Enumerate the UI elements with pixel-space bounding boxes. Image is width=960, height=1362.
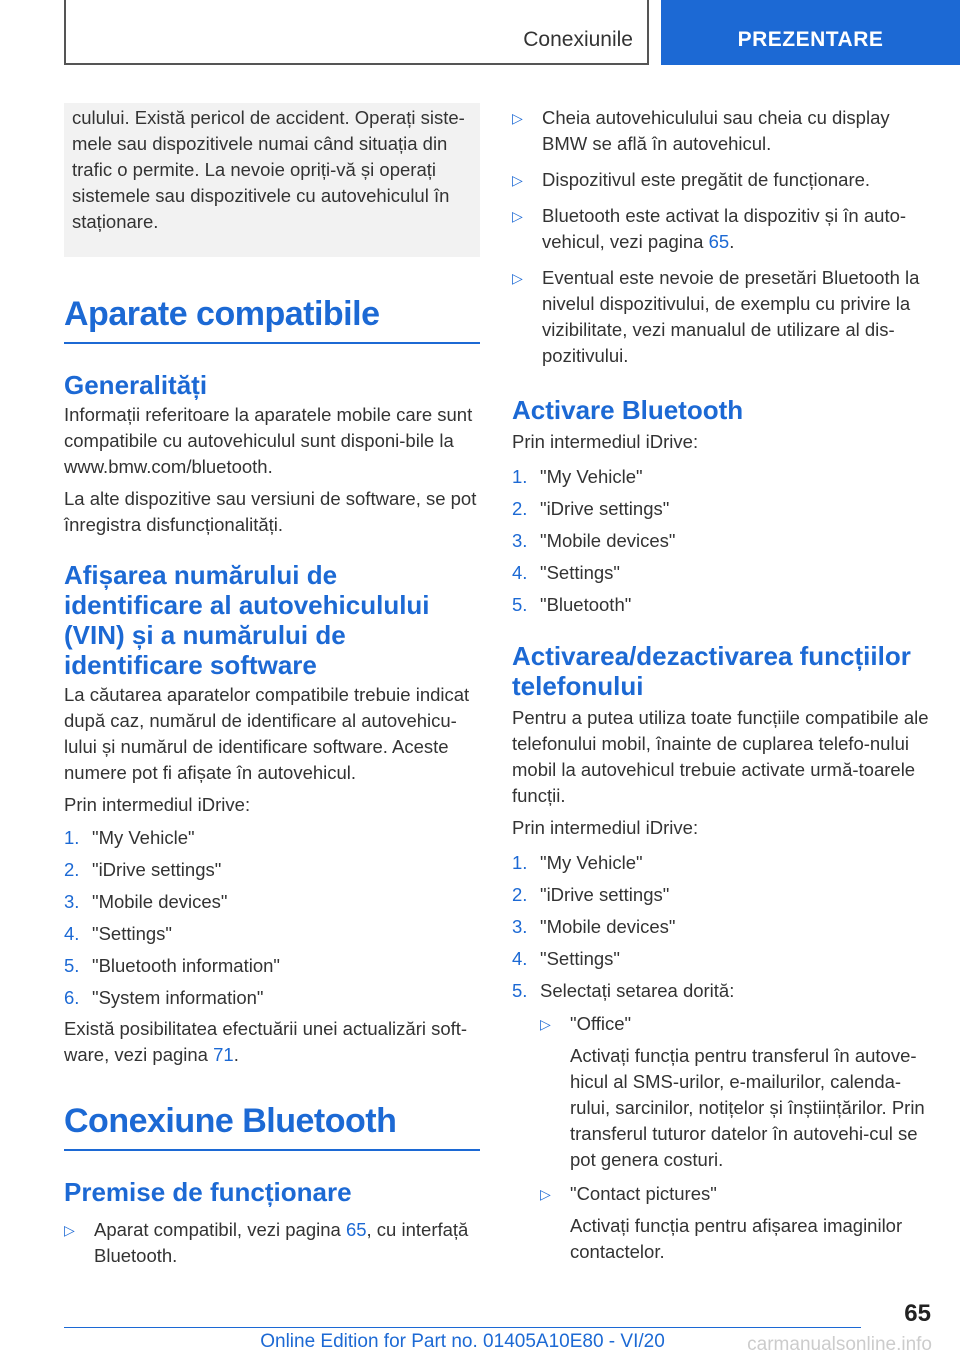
contact-pictures-description: Activați funcția pentru afișarea imaginilor contactelor. [570,1215,903,1262]
list-item: ▷ "Office" Activați funcția pentru transferul în autove-hicul al SMS-urilor, e-mailurilor, calenda-rului, sarcinilor, notițelor și înștiințărilor. Prin transferul tuturor datelor în autovehi-cul se pot genera costuri. [540,1011,932,1173]
phone-steps-list [512,847,932,1007]
triangle-bullet-icon: ▷ [512,110,523,126]
vin-paragraph: La căutarea aparatelor compatibile trebuie indicat după caz, numărul de identificare al autovehicu-lului și numărul de identificare software. Aceste numere pot fi afișate în autovehicul. [64,684,470,783]
premises-list-right [512,105,932,369]
list-item: ▷ Bluetooth este activat la dispozitiv și în auto-vehicul, vezi pagina 65. [512,205,907,252]
bluetooth-steps-list [512,461,932,621]
right-column [512,103,932,1265]
header-section-title: Conexiunile [523,28,633,51]
list-item: 6. "System information" [64,987,264,1008]
triangle-bullet-icon: ▷ [512,270,523,286]
heading-vin: Afișarea numărului de identificare al autovehiculului (VIN) și a numărului de identificare software [64,560,430,680]
via-idrive-text-2: Prin intermediul iDrive: [512,817,699,838]
general-paragraph-1: Informații referitoare la aparatele mobile care sunt compatibile cu autovehiculul sunt disponi-bile la www.bmw.com/bluetooth. [64,404,473,477]
settings-sub-list [540,1011,932,1265]
left-column [64,103,480,1269]
list-item: 3. "Mobile devices" [512,530,676,551]
phone-paragraph: Pentru a putea utiliza toate funcțiile compatibile ale telefonului mobil, înainte de cuplarea telefo-nului mobil la autovehicul trebuie activate urmă-toarele funcții. [512,707,929,806]
heading-general: Generalități [64,370,208,400]
via-idrive-text: Prin intermediul iDrive: [512,431,699,452]
list-item: 2. "iDrive settings" [64,859,222,880]
footer-edition: Online Edition for Part no. 01405A10E80 - VI/20 [260,1331,665,1352]
header-section-box [64,0,649,65]
triangle-bullet-icon: ▷ [540,1016,551,1032]
list-item: 4. "Settings" [512,948,620,969]
page-link-65[interactable]: 65 [708,231,730,252]
list-item: 2. "iDrive settings" [512,498,670,519]
list-item: 4. "Settings" [64,923,172,944]
page-link-65[interactable]: 65 [345,1219,367,1240]
heading-activate-bluetooth: Activare Bluetooth [512,395,744,425]
list-item: 5. "Bluetooth" [512,594,632,615]
list-item: 1. "My Vehicle" [64,827,195,848]
heading-bluetooth-connection: Conexiune Bluetooth [64,1102,480,1151]
list-item: ▷ Eventual este nevoie de presetări Bluetooth la nivelul dispozitivului, de exemplu cu privire la vizibilitate, vezi manualul de utilizare al dis-pozitivului. [512,267,920,366]
triangle-bullet-icon: ▷ [512,172,523,188]
list-item: 1. "My Vehicle" [512,466,643,487]
page-number: 65 [904,1300,931,1327]
triangle-bullet-icon: ▷ [64,1222,75,1238]
list-item: ▷ "Contact pictures" Activați funcția pentru afișarea imaginilor contactelor. [540,1181,932,1265]
warning-text: culului. Există pericol de accident. Operați siste-mele sau dispozitivele numai când situația din trafic o permite. La nevoie opriți-vă și operați sistemele sau dispozitivele cu autovehiculul în staționare. [72,107,465,232]
general-paragraph-2: La alte dispozitive sau versiuni de software, se pot înregistra disfuncționalități. [64,488,477,535]
heading-premises: Premise de funcționare [64,1177,352,1207]
list-item: 5. Selectați setarea dorită: [512,980,735,1001]
office-description: Activați funcția pentru transferul în autove-hicul al SMS-urilor, e-mailurilor, calenda-rului, sarcinilor, notițelor și înștiințărilor. Prin transferul tuturor datelor în autovehi-cul se pot genera costuri. [570,1045,925,1170]
list-item: 4. "Settings" [512,562,620,583]
list-item: ▷ Cheia autovehiculului sau cheia cu display BMW se află în autovehicul. [512,107,890,154]
premises-list-left [64,1217,480,1269]
via-idrive-text: Prin intermediul iDrive: [64,794,251,815]
triangle-bullet-icon: ▷ [512,208,523,224]
list-item: 5. "Bluetooth information" [64,955,280,976]
vin-steps-list [64,822,480,1014]
header-tab[interactable] [661,0,960,65]
list-item: 1. "My Vehicle" [512,852,643,873]
list-item: 2. "iDrive settings" [512,884,670,905]
update-paragraph: Există posibilitatea efectuării unei actualizări soft-ware, vezi pagina 71. [64,1018,468,1065]
page-link-71[interactable]: 71 [213,1044,234,1065]
heading-compatible-devices: Aparate compatibile [64,295,480,344]
list-item: ▷ Aparat compatibil, vezi pagina 65, cu interfață Bluetooth. [64,1219,469,1266]
list-item: 3. "Mobile devices" [512,916,676,937]
list-item: 3. "Mobile devices" [64,891,228,912]
footer-divider [64,1327,861,1328]
list-item: ▷ Dispozitivul este pregătit de funcționare. [512,167,932,193]
triangle-bullet-icon: ▷ [540,1186,551,1202]
watermark: carmanualsonline.info [747,1334,932,1355]
warning-box [64,103,480,257]
header-tab-label: PREZENTARE [737,28,884,51]
heading-phone-functions: Activarea/dezactivarea funcțiilor telefonului [512,641,911,701]
